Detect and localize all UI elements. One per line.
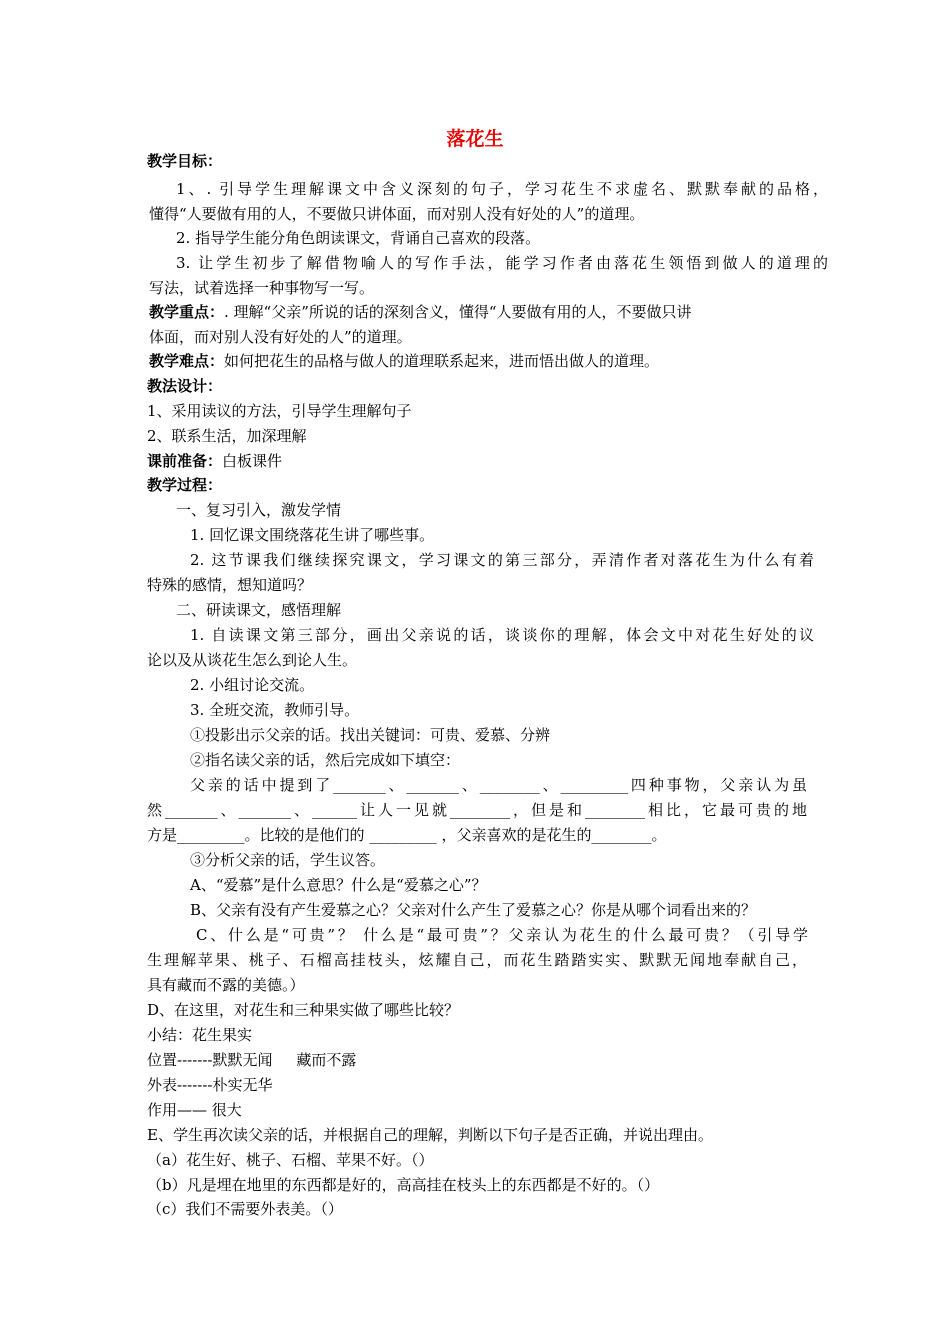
step-2-item-1-line-1: 1. 自读课文第三部分，画出父亲说的话，谈谈你的理解，体会文中对花生好处的议 (190, 626, 814, 644)
step-1-item-1: 1. 回忆课文围绕落花生讲了哪些事。 (190, 526, 435, 544)
method-heading: 教法设计： (147, 377, 223, 395)
key-point-line-2: 体面，而对别人没有好处的人”的道理。 (149, 328, 412, 346)
goals-heading: 教学目标： (147, 152, 223, 170)
goal-2: 2. 指导学生能分角色朗读课文，背诵自己喜欢的段落。 (176, 229, 541, 247)
prep-text: 白板课件 (222, 452, 283, 470)
step-1-heading: 一、复习引入，激发学情 (176, 501, 342, 519)
question-e: E、学生再次读父亲的话，并根据自己的理解，判断以下句子是否正确，并说出理由。 (147, 1126, 713, 1144)
judgment-b: （b）凡是埋在地里的东西都是好的，高高挂在枝头上的东西都是不好的。（） (147, 1176, 660, 1194)
prep-line (147, 452, 282, 470)
step-2-item-1-line-2: 论以及从谈花生怎么到论人生。 (147, 651, 358, 669)
question-c-line-2: 生理解苹果、桃子、石榴高挂枝头，炫耀自己，而花生踏踏实实、默默无闻地奉献自己， (147, 951, 807, 969)
summary-heading: 小结：花生果实 (147, 1026, 253, 1044)
key-point-line-1 (149, 303, 692, 321)
step-2-item-2: 2. 小组讨论交流。 (190, 676, 315, 694)
question-b: B、父亲有没有产生爱慕之心？父亲对什么产生了爱慕之心？你是从哪个词看出来的？ (190, 901, 757, 919)
difficulty-label: 教学难点： (149, 352, 225, 370)
step-1-item-2-line-1: 2. 这节课我们继续探究课文，学习课文的第三部分，弄清作者对落花生为什么有着 (190, 551, 814, 569)
summary-function: 作用—— 很大 (147, 1101, 242, 1119)
fill-in-line-3: 方是_________。比较的是他们的 _________ ，父亲喜欢的是花生的________。 (147, 826, 667, 844)
question-c-line-1: C、什么是“可贵”？ 什么是“最可贵”？父亲认为花生的什么最可贵？（引导学 (196, 926, 808, 944)
prep-label: 课前准备： (147, 452, 223, 470)
goal-1-line-1: 1、. 引导学生理解课文中含义深刻的句子，学习花生不求虚名、默默奉献的品格， (176, 180, 828, 198)
page-title: 落花生 (446, 128, 504, 150)
question-d: D、在这里，对花生和三种果实做了哪些比较？ (147, 1001, 460, 1019)
goal-1-line-2: 懂得“人要做有用的人，不要做只讲体面，而对别人没有好处的人”的道理。 (149, 205, 645, 223)
goal-3-line-1: 3. 让学生初步了解借物喻人的写作手法，能学习作者由落花生领悟到做人的道理的 (176, 254, 828, 272)
question-c-line-3: 具有藏而不露的美德。） (147, 976, 305, 994)
fill-in-line-1: 父亲的话中提到了_______、_______、________、_________四种事物，父亲认为虽 (190, 776, 807, 794)
step-2-heading: 二、研读课文，感悟理解 (176, 601, 342, 619)
circled-1: ①投影出示父亲的话。找出关键词：可贵、爱慕、分辨 (190, 726, 551, 744)
step-1-item-2-line-2: 特殊的感情，想知道吗？ (147, 576, 313, 594)
summary-appearance: 外表-------朴实无华 (147, 1076, 273, 1094)
key-point-label: 教学重点： (149, 303, 225, 321)
judgment-a: （a）花生好、桃子、石榴、苹果不好。（） (147, 1151, 434, 1169)
step-2-item-3: 3. 全班交流，教师引导。 (190, 701, 360, 719)
goal-3-line-2: 写法，试着选择一种事物写一写。 (149, 279, 375, 297)
difficulty-text: 如何把花生的品格与做人的道理联系起来，进而悟出做人的道理。 (224, 352, 660, 370)
question-a: A、“爱慕”是什么意思？什么是“爱慕之心”？ (190, 876, 487, 894)
circled-3: ③分析父亲的话，学生议答。 (190, 851, 386, 869)
process-heading: 教学过程： (147, 476, 223, 494)
summary-position: 位置-------默默无闻 藏而不露 (147, 1051, 357, 1069)
method-1: 1、采用读议的方法，引导学生理解句子 (147, 402, 412, 420)
fill-in-line-2: 然_______、_______、______让人一见就________，但是和________相比，它最可贵的地 (147, 801, 807, 819)
difficulty-line (149, 352, 659, 370)
judgment-c: （c）我们不需要外表美。（） (147, 1200, 343, 1218)
circled-2: ②指名读父亲的话，然后完成如下填空： (190, 751, 461, 769)
key-point-text-1: . 理解“父亲”所说的话的深刻含义，懂得“人要做有用的人，不要做只讲 (224, 303, 692, 321)
method-2: 2、联系生活，加深理解 (147, 427, 307, 445)
